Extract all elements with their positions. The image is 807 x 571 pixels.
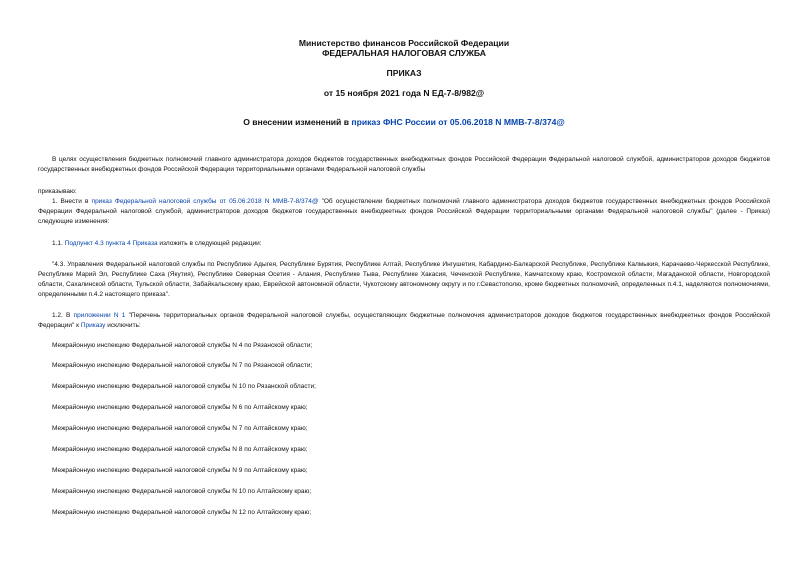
quote-4-3-paragraph: "4.3. Управления Федеральной налоговой службы по Республике Адыгея, Республике Бурятия, Республике Алтай, Республике Ингушетия, Кабардино-Балкарской Республике, Республике Калмыкия, Карачаево-Черкесской Республике, Республике Марий Эл, Республике Саха (Якутия), Республике Северная Осетия - Алания, Республике Тыва, Республике Хакасия, Чеченской Республике, Камчатскому краю, Костромской области, Магаданской области, Новгородской области, Сахалинской области, Тульской области, Забайкальскому краю, Еврейской автономной области, Чукотскому автономному округу и по г.Севастополю, кроме бюджетных полномочий, определенных п.4.1, наделяются полномочиями, определенными п.4.2 настоящего приказа".: [38, 261, 770, 298]
list-item: Межрайонную инспекцию Федеральной налоговой службы N 4 по Рязанской области;: [52, 342, 313, 349]
document-subject: [38, 117, 770, 127]
item-1-2-order-link[interactable]: Приказу: [80, 322, 106, 329]
item-1-2-paragraph: [38, 311, 770, 331]
item-1-1-text: изложить в следующей редакции:: [157, 240, 262, 247]
list-item: Межрайонную инспекцию Федеральной налоговой службы N 7 по Рязанской области;: [52, 362, 313, 369]
order-word: приказываю:: [38, 188, 77, 195]
item-1-1-paragraph: [38, 239, 770, 249]
document-date-number: от 15 ноября 2021 года N ЕД-7-8/982@: [323, 88, 485, 98]
item-1-2-prefix: 1.2. В: [52, 312, 74, 319]
list-item: Межрайонную инспекцию Федеральной налоговой службы N 9 по Алтайскому краю;: [52, 467, 308, 474]
item-1-1-link[interactable]: Подпункт 4.3 пункта 4 Приказа: [64, 240, 158, 247]
list-item: Межрайонную инспекцию Федеральной налоговой службы N 10 по Алтайскому краю;: [52, 488, 312, 495]
item-1-2-text: исключить:: [105, 322, 141, 329]
item-1-2-appendix-link[interactable]: приложении N 1: [73, 312, 126, 319]
item-1-paragraph: [38, 197, 770, 227]
list-item: Межрайонную инспекцию Федеральной налоговой службы N 8 по Алтайскому краю;: [52, 446, 308, 453]
item-1-1-prefix: 1.1.: [52, 240, 65, 247]
document-type: ПРИКАЗ: [386, 68, 422, 78]
ministry-name: Министерство финансов Российской Федерации: [298, 38, 510, 48]
item-1-2-middle: "Перечень территориальных органов Федеральной налоговой службы, осуществляющих бюджетные полномочия администраторов доходов бюджетов государственных внебюджетных фондов Российской Федерации" к: [38, 312, 770, 329]
subject-prefix: О внесении изменений в: [243, 117, 352, 127]
service-name: ФЕДЕРАЛЬНАЯ НАЛОГОВАЯ СЛУЖБА: [322, 48, 486, 58]
item-1-prefix: 1. Внести в: [52, 198, 92, 205]
list-item: Межрайонную инспекцию Федеральной налоговой службы N 12 по Алтайскому краю;: [52, 509, 312, 516]
list-item: Межрайонную инспекцию Федеральной налоговой службы N 6 по Алтайскому краю;: [52, 404, 308, 411]
list-item: Межрайонную инспекцию Федеральной налоговой службы N 10 по Рязанской области;: [52, 383, 316, 390]
subject-link[interactable]: приказ ФНС России от 05.06.2018 N ММВ-7-8/374@: [351, 117, 565, 127]
item-1-text: "Об осуществлении бюджетных полномочий главного администратора доходов бюджетов государственных внебюджетных фондов Российской Федерации Федеральной налоговой службой, администраторов доходов бюджетов государственных внебюджетных фондов Российской Федерации территориальными органами Федеральной налоговой службы" (далее - Приказ) следующие изменения:: [38, 198, 770, 225]
preamble-paragraph: В целях осуществления бюджетных полномочий главного администратора доходов бюджетов государственных внебюджетных фондов Российской Федерации Федеральной налоговой службой, администраторов доходов бюджетов государственных внебюджетных фондов Российской Федерации территориальными органами Федеральной налоговой службы: [38, 156, 770, 173]
list-item: Межрайонную инспекцию Федеральной налоговой службы N 7 по Алтайскому краю;: [52, 425, 308, 432]
item-1-order-link[interactable]: приказ Федеральной налоговой службы от 05.06.2018 N ММВ-7-8/374@: [91, 198, 319, 205]
